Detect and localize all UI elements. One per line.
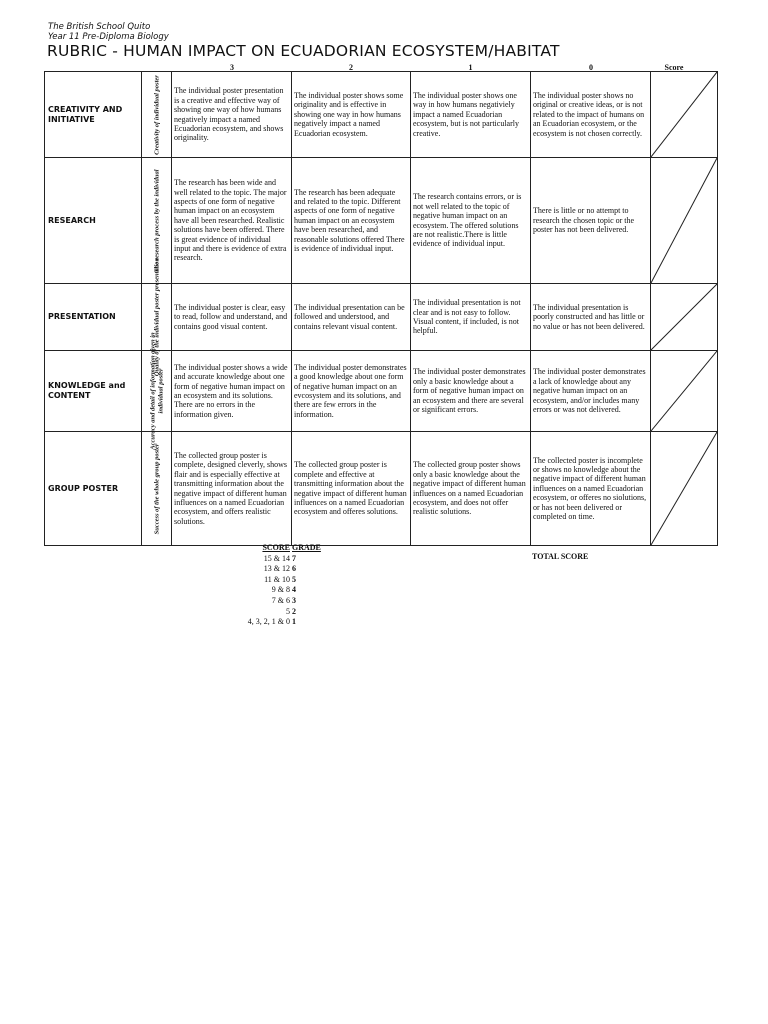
school-name: The British School Quito [48,22,151,32]
scale-grade: 7 [292,553,296,563]
score-header: SCORE [262,543,290,552]
descriptor-0: There is little or no attempt to research the chosen topic or the poster has not been delivered. [531,158,651,284]
grade-scale-scores [200,543,290,628]
scale-score: 13 & 12 [263,564,290,574]
criterion-subtitle-text: Success of the whole group poster [152,443,160,534]
rubric-table [44,71,718,546]
column-header-0: 0 [589,63,593,72]
criterion-label: KNOWLEDGE and CONTENT [45,351,142,432]
criterion-subtitle [142,332,172,450]
descriptor-1: The collected group poster shows only a basic knowledge about the negative impact of different human influences on a named Ecuadorian ecosystem, and does not offer realistic solutions. [411,432,531,546]
score-slash-line [651,158,717,283]
scale-grade: 2 [292,606,296,616]
scale-score: 11 & 10 [264,574,290,584]
criterion-label: GROUP POSTER [45,432,142,546]
score-slash-line [651,72,717,157]
criterion-label: PRESENTATION [45,284,142,351]
column-header-3: 3 [230,63,234,72]
score-cell[interactable] [651,432,718,546]
column-header-2: 2 [349,63,353,72]
descriptor-1: The individual poster shows one way in how humans negativiely impact a named Ecuadorian ecosystem, but is not particularly creative. [411,72,531,158]
scale-grade: 1 [292,617,296,627]
descriptor-2: The collected group poster is complete and effective at transmitting information about the negative impact of different human influences on a named Ecuadorian ecosystem and offeres solutions. [292,432,411,546]
rubric-row [45,158,718,284]
descriptor-3: The research has been wide and well related to the topic. The major aspects of one form of negative human impact on an ecosystem have all been researched. Realistic solutions have been offered. There is great evidence of individual input and there is evidence of extra research. [172,158,292,284]
scale-score: 7 & 6 [271,595,290,605]
page-title: RUBRIC - HUMAN IMPACT ON ECUADORIAN ECOSYSTEM/HABITAT [47,42,560,60]
criterion-subtitle-text: Accuracy and detail of information given in individual poster [149,332,164,450]
criterion-subtitle-text: Creativity of individual poster [152,74,160,155]
grade-scale-grades [292,543,332,628]
descriptor-3: The individual poster presentation is a creative and effective way of showing one way of how humans negatively impact a named Ecuadorian ecosystem, and shows originality. [172,72,292,158]
rubric-row [45,284,718,351]
criterion-subtitle [142,72,172,158]
course-name: Year 11 Pre-Diploma Biology [48,32,169,42]
descriptor-3: The collected group poster is complete, designed cleverly, shows flair and is especially effective at transmitting information about the negative impact of different human influences on a named Ecuadorian ecosystem, and offers realistic solutions. [172,432,292,546]
scale-score: 4, 3, 2, 1 & 0 [247,617,290,627]
descriptor-0: The individual poster shows no original or creative ideas, or is not related to the impact of humans on an Ecuadorian ecosystem, or the ecosystem is not chosen correctly. [531,72,651,158]
descriptor-2: The individual poster shows some originality and is effective in showing one way in how humans negatively impact a named Ecuadorian ecosystem. [292,72,411,158]
score-slash-line [651,351,717,431]
descriptor-2: The research has been adequate and related to the topic. Different aspects of one form of negative human impact on an ecosystem have been researched, and reasonable solutions offered There is evidence of individual input. [292,158,411,284]
total-score-label: TOTAL SCORE [532,552,589,561]
column-header-score: Score [664,63,684,72]
scale-score: 9 & 8 [271,585,290,595]
scale-score: 15 & 14 [263,553,290,563]
scale-score: 5 [286,606,290,616]
criterion-label: CREATIVITY AND INITIATIVE [45,72,142,158]
criterion-subtitle-text: The research process by the individual [152,168,160,273]
rubric-row [45,72,718,158]
criterion-label: RESEARCH [45,158,142,284]
scale-grade: 4 [292,585,296,595]
score-cell[interactable] [651,72,718,158]
scale-grade: 3 [292,595,296,605]
descriptor-2: The individual presentation can be followed and understood, and contains relevant visual content. [292,284,411,351]
descriptor-1: The individual presentation is not clear and is not easy to follow. Visual content, if included, is not helpful. [411,284,531,351]
descriptor-0: The collected poster is incomplete or shows no knowledge about the negative impact of different human influences on a named Ecuadorian ecosystem, or offeres no siolutions, or has not been delivered or completed on time. [531,432,651,546]
descriptor-1: The research contains errors, or is not well related to the topic of negative human impact on an ecosystem. The offered solutions are not realistic.There is little evidence of individual input. [411,158,531,284]
rubric-row [45,351,718,432]
descriptor-0: The individual poster demonstrates a lack of knowledge about any negative human impact on an ecosystem, and/or includes many errors or was not delivered. [531,351,651,432]
rubric-row [45,432,718,546]
scale-grade: 5 [292,574,296,584]
score-cell[interactable] [651,351,718,432]
score-slash-line [651,432,717,545]
column-header-1: 1 [468,63,473,72]
grade-header: GRADE [292,543,321,552]
score-cell[interactable] [651,284,718,351]
score-cell[interactable] [651,158,718,284]
descriptor-2: The individual poster demonstrates a good knowledge about one form of negative human impact on an evcosystem and its solutions, and there are few errors in the information. [292,351,411,432]
descriptor-0: The individual presentation is poorly constructed and has little or no value or has not been delivered. [531,284,651,351]
score-slash-line [651,284,717,350]
scale-grade: 6 [292,564,296,574]
criterion-subtitle [142,432,172,546]
descriptor-1: The individual poster demonstrates only a basic knowledge about a form of negative human impact on an ecosystem and there are several or significant errors. [411,351,531,432]
descriptor-3: The individual poster is clear, easy to read, follow and understand, and contains good visual content. [172,284,292,351]
descriptor-3: The individual poster shows a wide and accurate knowledge about one form of negative human impact on an ecosystem and its solutions. There are no errors in the information given. [172,351,292,432]
criterion-subtitle-text: Quality of the individual poster presentation [152,257,160,377]
